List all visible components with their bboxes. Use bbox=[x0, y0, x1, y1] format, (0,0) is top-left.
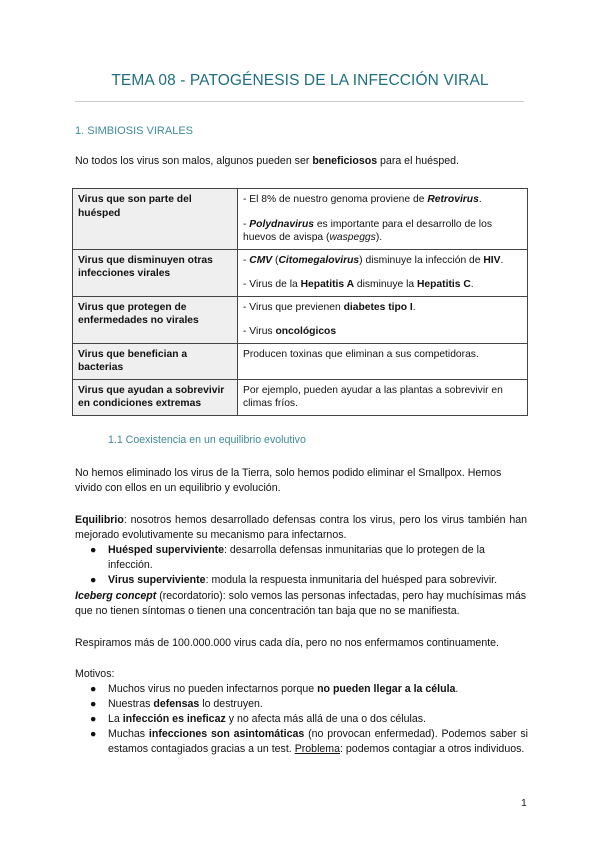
intro-paragraph: No todos los virus son malos, algunos pueden ser beneficiosos para el huésped. bbox=[75, 155, 459, 167]
paragraph-equilibrio: Equilibrio: nosotros hemos desarrollado defensas contra los virus, pero los virus también han mejorado evolutivamente su mecanismo para infectarnos. bbox=[75, 514, 527, 541]
section-heading: 1. SIMBIOSIS VIRALES bbox=[75, 125, 193, 137]
row-content: - Virus que previenen diabetes tipo I. - Virus oncológicos bbox=[238, 296, 528, 343]
paragraph-iceberg: Iceberg concept (recordatorio): solo vemos las personas infectadas, pero hay muchísimas más que no tienen síntomas o tienen una concentración tan baja que no se manifiesta. bbox=[75, 590, 527, 617]
list-item: ● Virus superviviente: modula la respuesta inmunitaria del huésped para sobrevivir. bbox=[90, 574, 498, 586]
row-label: Virus que ayudan a sobrevivir en condiciones extremas bbox=[73, 379, 238, 415]
row-label: Virus que protegen de enfermedades no virales bbox=[73, 296, 238, 343]
table-row bbox=[73, 189, 528, 250]
title-divider bbox=[75, 101, 524, 102]
symbiosis-table bbox=[72, 188, 528, 416]
row-label: Virus que benefician a bacterias bbox=[73, 343, 238, 379]
subsection-heading: 1.1 Coexistencia en un equilibrio evolutivo bbox=[108, 434, 306, 446]
paragraph: No hemos eliminado los virus de la Tierra, solo hemos podido eliminar el Smallpox. Hemos vivido con ellos en un equilibrio y evolución. bbox=[75, 467, 502, 494]
list-item: ● La infección es ineficaz y no afecta más allá de una o dos células. bbox=[90, 713, 426, 725]
row-label: Virus que disminuyen otras infecciones virales bbox=[73, 249, 238, 296]
table-row bbox=[73, 343, 528, 379]
row-content: Producen toxinas que eliminan a sus competidoras. bbox=[238, 343, 528, 379]
page-title: TEMA 08 - PATOGÉNESIS DE LA INFECCIÓN VIRAL bbox=[111, 72, 489, 89]
row-label: Virus que son parte del huésped bbox=[73, 189, 238, 250]
motivos-label: Motivos: bbox=[75, 668, 115, 680]
table-row bbox=[73, 379, 528, 415]
bullet-list-survivors bbox=[88, 543, 528, 588]
table-row bbox=[73, 296, 528, 343]
table-row bbox=[73, 249, 528, 296]
list-item: ● Muchos virus no pueden infectarnos porque no pueden llegar a la célula. bbox=[90, 683, 459, 695]
list-item: ● Muchas infecciones son asintomáticas (no provocan enfermedad). Podemos saber si estamos contagiados gracias a un test. Problema: podemos contagiar a otros individuos. bbox=[90, 728, 528, 755]
page-number: 1 bbox=[521, 797, 527, 809]
row-content: - CMV (Citomegalovirus) disminuye la infección de HIV. - Virus de la Hepatitis A disminuye la Hepatitis C. bbox=[238, 249, 528, 296]
list-item: ● Nuestras defensas lo destruyen. bbox=[90, 698, 263, 710]
bullet-list-motivos bbox=[88, 682, 528, 757]
list-item: ● Huésped superviviente: desarrolla defensas inmunitarias que lo protegen de la infección. bbox=[90, 544, 485, 571]
row-content: Por ejemplo, pueden ayudar a las plantas a sobrevivir en climas fríos. bbox=[238, 379, 528, 415]
paragraph: Respiramos más de 100.000.000 virus cada día, pero no nos enfermamos continuamente. bbox=[75, 637, 499, 649]
row-content: - El 8% de nuestro genoma proviene de Retrovirus. - Polydnavirus es importante para el desarrollo de los huevos de avispa (waspeggs). bbox=[238, 189, 528, 250]
